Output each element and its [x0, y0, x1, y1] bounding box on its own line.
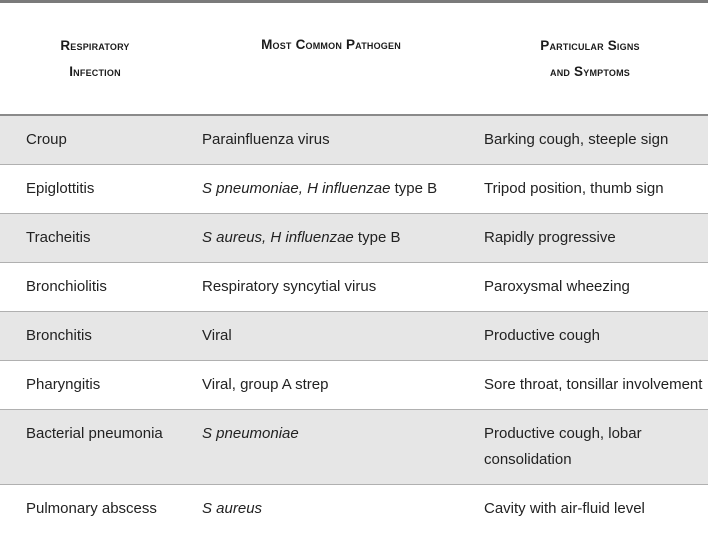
pathogen-cell [190, 361, 472, 410]
pathogen-italic: S pneumoniae, H influenzae [202, 180, 390, 197]
header-col1-line1: Respiratory [0, 33, 190, 59]
signs-cell: Cavity with air-fluid level [472, 485, 708, 533]
infection-cell: Tracheitis [0, 214, 190, 263]
infection-cell: Bronchitis [0, 312, 190, 361]
header-row [0, 3, 708, 115]
table-row [0, 263, 708, 312]
table-row [0, 312, 708, 361]
pathogen-cell [190, 485, 472, 533]
table-row [0, 214, 708, 263]
pathogen-cell [190, 115, 472, 165]
infection-cell: Bronchiolitis [0, 263, 190, 312]
infection-cell: Croup [0, 115, 190, 165]
pathogen-plain: type B [354, 229, 401, 246]
infection-cell: Pharyngitis [0, 361, 190, 410]
signs-cell: Sore throat, tonsillar involvement [472, 361, 708, 410]
pathogen-italic: S aureus [202, 500, 262, 517]
infection-cell: Pulmonary abscess [0, 485, 190, 533]
table-row [0, 361, 708, 410]
signs-cell: Barking cough, steeple sign [472, 115, 708, 165]
header-signs-and-symptoms [472, 3, 708, 115]
header-col3-line2: and Symptoms [472, 59, 708, 85]
pathogen-cell [190, 263, 472, 312]
pathogen-cell [190, 214, 472, 263]
signs-cell: Tripod position, thumb sign [472, 165, 708, 214]
pathogen-plain: Viral, group A strep [202, 376, 328, 393]
signs-cell: Rapidly progressive [472, 214, 708, 263]
table-header [0, 3, 708, 115]
pathogen-cell [190, 410, 472, 485]
pathogen-italic: S aureus, H influenzae [202, 229, 354, 246]
infection-cell: Bacterial pneumonia [0, 410, 190, 485]
header-col3-line1: Particular Signs [472, 33, 708, 59]
table-row [0, 165, 708, 214]
pathogen-plain: Viral [202, 327, 232, 344]
infection-cell: Epiglottitis [0, 165, 190, 214]
pathogen-plain: Respiratory syncytial virus [202, 278, 376, 295]
pathogen-plain: type B [390, 180, 437, 197]
table-row [0, 410, 708, 485]
pathogen-italic: S pneumoniae [202, 425, 299, 442]
header-col1-line2: Infection [0, 59, 190, 85]
respiratory-infections-table [0, 3, 708, 533]
signs-cell: Paroxysmal wheezing [472, 263, 708, 312]
header-col2: Most Common Pathogen [190, 37, 472, 52]
table-row [0, 115, 708, 165]
pathogen-cell [190, 312, 472, 361]
table-body [0, 115, 708, 533]
table-row [0, 485, 708, 533]
signs-cell: Productive cough [472, 312, 708, 361]
pathogen-plain: Parainfluenza virus [202, 131, 330, 148]
header-respiratory-infection [0, 3, 190, 115]
pathogen-cell [190, 165, 472, 214]
header-most-common-pathogen [190, 3, 472, 115]
signs-cell: Productive cough, lobar consolidation [472, 410, 708, 485]
